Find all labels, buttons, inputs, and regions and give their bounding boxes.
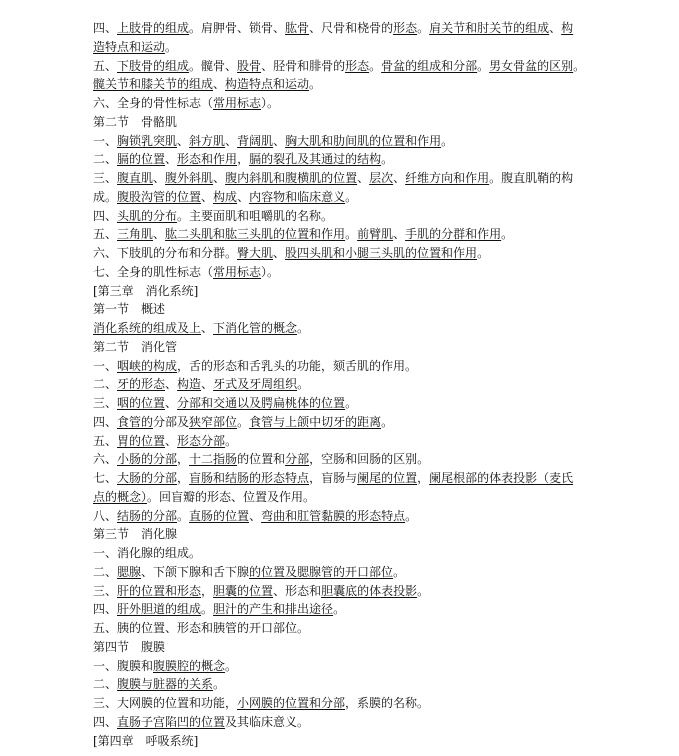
text-segment: 、 bbox=[165, 433, 178, 448]
underlined-text: 腹直肌 bbox=[117, 171, 154, 185]
text-segment: 。 bbox=[417, 583, 430, 598]
underlined-text: 常用标志 bbox=[213, 264, 262, 279]
text-segment: 。 bbox=[237, 414, 250, 429]
underlined-text: 构 bbox=[561, 21, 574, 35]
text-segment: 第四节 腹膜 bbox=[93, 639, 166, 654]
text-segment: 六、下肢肌的分布和分群。 bbox=[93, 246, 238, 260]
text-segment: 、 bbox=[165, 377, 178, 392]
underlined-text: 髋关节和膝关节的组成 bbox=[93, 77, 214, 92]
text-segment: 、 bbox=[393, 171, 406, 185]
text-segment: 。 bbox=[393, 564, 406, 579]
underlined-text: 构成 bbox=[213, 189, 238, 204]
text-segment: 三、 bbox=[93, 396, 118, 410]
underlined-text: 结肠的分部 bbox=[117, 508, 178, 523]
underlined-text: 狭窄部位 bbox=[189, 414, 238, 429]
text-segment: 。 bbox=[225, 658, 238, 673]
text-segment: 。 bbox=[345, 189, 358, 204]
text-segment: 。 bbox=[405, 508, 418, 523]
text-line bbox=[93, 675, 593, 693]
text-segment: 三、 bbox=[93, 171, 118, 185]
text-line bbox=[93, 132, 593, 150]
text-segment: ， bbox=[237, 152, 250, 167]
text-line bbox=[93, 694, 593, 712]
text-segment: 第一节 概述 bbox=[93, 302, 166, 317]
text-line bbox=[93, 432, 593, 450]
text-segment: ， bbox=[177, 452, 190, 467]
underlined-text: 形态分部 bbox=[177, 433, 226, 448]
text-segment: 。 bbox=[573, 58, 586, 73]
text-segment: ）。 bbox=[261, 96, 280, 110]
text-line bbox=[93, 600, 593, 618]
underlined-text: 膈的裂孔及其通过的结构 bbox=[249, 152, 382, 167]
text-line bbox=[93, 38, 593, 56]
text-segment: 。 bbox=[177, 508, 190, 523]
underlined-text: 造特点和运动 bbox=[93, 39, 166, 54]
text-line bbox=[93, 375, 593, 393]
underlined-text: 胆汁的产生和排出途径 bbox=[213, 602, 334, 617]
text-segment: 四、 bbox=[93, 714, 118, 729]
text-segment: 、 bbox=[153, 171, 166, 185]
text-segment: 四、 bbox=[93, 414, 118, 429]
text-segment: 第二节 骨骼肌 bbox=[93, 114, 178, 129]
text-segment: 分部及 bbox=[153, 414, 190, 429]
underlined-text: 下消化管的概念 bbox=[213, 321, 298, 335]
text-line bbox=[93, 450, 593, 468]
underlined-text: 肱骨 bbox=[285, 21, 310, 35]
text-segment: 一、 bbox=[93, 358, 118, 373]
underlined-text: 形态 bbox=[345, 58, 370, 73]
underlined-text: 斜方肌 bbox=[189, 133, 226, 148]
text-line bbox=[93, 207, 593, 225]
underlined-text: 肩关节和肘关节的组成 bbox=[429, 21, 550, 35]
underlined-text: 常用标志 bbox=[213, 96, 262, 110]
text-segment: 四、 bbox=[93, 208, 118, 223]
underlined-text: 头肌的分布 bbox=[117, 208, 178, 223]
text-segment: 。 bbox=[369, 58, 382, 73]
text-segment: 六、全身的骨性标志（ bbox=[93, 96, 214, 110]
text-segment: 、 bbox=[201, 377, 214, 392]
underlined-text: 膈的位置 bbox=[117, 152, 166, 167]
text-line bbox=[93, 413, 593, 431]
underlined-text: 胃的位置 bbox=[117, 433, 166, 448]
text-line bbox=[93, 525, 593, 543]
text-line bbox=[93, 263, 593, 281]
text-segment: 第二节 消化管 bbox=[93, 339, 178, 354]
text-line bbox=[93, 469, 593, 487]
text-line bbox=[93, 169, 593, 187]
text-segment: ， bbox=[177, 471, 190, 485]
text-segment: 。 bbox=[345, 396, 358, 410]
underlined-text: 构造特点和运动 bbox=[225, 77, 310, 92]
text-segment: ）。 bbox=[261, 264, 280, 279]
underlined-text: 分部 bbox=[285, 452, 310, 467]
underlined-text: 牙式及牙周组织 bbox=[213, 377, 298, 392]
underlined-text: 下肢骨的组成 bbox=[117, 58, 190, 73]
text-segment: 。 bbox=[381, 152, 394, 167]
underlined-text: 男女骨盆的区别 bbox=[489, 58, 574, 73]
text-segment: 七、 bbox=[93, 471, 118, 485]
underlined-text: 腮腺 bbox=[117, 564, 142, 579]
text-segment: 。回盲瓣的形态、位置及作用。 bbox=[147, 489, 316, 504]
text-segment: 、 bbox=[165, 152, 178, 167]
text-segment: 。 bbox=[333, 602, 346, 617]
text-segment: ， bbox=[417, 471, 430, 485]
text-segment: 五、 bbox=[93, 227, 118, 242]
text-segment: 、 bbox=[393, 227, 406, 242]
text-segment: 。 bbox=[417, 21, 430, 35]
underlined-text: 层次 bbox=[369, 171, 394, 185]
text-segment: ，舌的形态和舌乳头的功能，颏舌肌的作用。 bbox=[177, 358, 418, 373]
underlined-text: 肝的位置和形态 bbox=[117, 583, 202, 598]
text-segment: 一、 bbox=[93, 133, 118, 148]
text-segment: 。 bbox=[297, 377, 310, 392]
underlined-text: 胆囊底的体表投影 bbox=[321, 583, 418, 598]
underlined-text: 食管的 bbox=[117, 414, 154, 429]
text-line bbox=[93, 57, 593, 75]
text-line bbox=[93, 94, 593, 112]
text-segment: 二、 bbox=[93, 564, 118, 579]
underlined-text: 骨盆的组成和分部 bbox=[381, 58, 478, 73]
text-segment: 、 bbox=[165, 396, 178, 410]
text-segment: 。 bbox=[213, 677, 226, 692]
underlined-text: 腹股沟管的位置 bbox=[117, 189, 202, 204]
text-segment: 、 bbox=[273, 133, 286, 148]
text-segment: 、 bbox=[549, 21, 562, 35]
text-segment: 。 bbox=[309, 77, 322, 92]
text-segment: ，系膜的名称。 bbox=[345, 696, 430, 710]
text-segment: 。 bbox=[201, 602, 214, 617]
text-segment: 、下颌下腺和舌下腺 bbox=[141, 564, 250, 579]
underlined-text: 胸锁乳突肌 bbox=[117, 133, 178, 148]
underlined-text: 上肢骨的组成 bbox=[117, 21, 190, 35]
text-segment: 二、 bbox=[93, 677, 118, 692]
underlined-text: 小网膜的位置和分部 bbox=[237, 696, 346, 710]
text-line bbox=[93, 244, 593, 262]
text-segment: 成。 bbox=[93, 189, 118, 204]
underlined-text: 三角肌 bbox=[117, 227, 154, 242]
underlined-text: 内容物和临床意义 bbox=[249, 189, 346, 204]
underlined-text: 盲肠和结肠的形态特点 bbox=[189, 471, 310, 485]
text-line bbox=[93, 713, 593, 731]
underlined-text: 大肠的分部 bbox=[117, 471, 178, 485]
underlined-text: 咽的位置 bbox=[117, 396, 166, 410]
underlined-text: 十二指肠 bbox=[189, 452, 238, 467]
text-line bbox=[93, 75, 593, 93]
underlined-text: 背阔肌 bbox=[237, 133, 274, 148]
text-segment: 、 bbox=[153, 227, 166, 242]
underlined-text: 消化系统的组成及上 bbox=[93, 321, 202, 335]
text-segment: 五、胰的位置、形态和胰管的开口部位。 bbox=[93, 621, 310, 635]
text-line bbox=[93, 188, 593, 206]
underlined-text: 点的概念） bbox=[93, 489, 148, 504]
underlined-text: 腹外斜肌 bbox=[165, 171, 214, 185]
text-line bbox=[93, 225, 593, 243]
text-segment: 。主要面肌和咀嚼肌的名称。 bbox=[177, 208, 334, 223]
text-segment: 。腹直肌鞘的构 bbox=[489, 171, 574, 185]
text-line bbox=[93, 113, 593, 131]
text-segment: 二、 bbox=[93, 377, 118, 392]
text-line bbox=[93, 300, 593, 318]
text-segment: 。 bbox=[297, 321, 310, 335]
text-segment: 三、 bbox=[93, 583, 118, 598]
underlined-text: 直肠的位置 bbox=[189, 508, 250, 523]
text-segment: 、 bbox=[213, 171, 226, 185]
text-segment: 八、 bbox=[93, 508, 118, 523]
text-segment: 、 bbox=[201, 321, 214, 335]
underlined-text: 直肠子宫陷凹的位置 bbox=[117, 714, 226, 729]
text-segment: 、形态和 bbox=[273, 583, 322, 598]
text-line bbox=[93, 357, 593, 375]
underlined-text: 腹内斜肌和腹横肌的位置 bbox=[225, 171, 358, 185]
underlined-text: 前臂肌 bbox=[357, 227, 394, 242]
text-segment: 一、消化腺的组成。 bbox=[93, 546, 202, 560]
underlined-text: 股骨 bbox=[237, 58, 262, 73]
text-line bbox=[93, 544, 593, 562]
underlined-text: 臀大肌 bbox=[237, 246, 274, 260]
text-segment: 、 bbox=[177, 133, 190, 148]
text-segment: 。髋骨、 bbox=[189, 58, 238, 73]
text-line bbox=[93, 563, 593, 581]
underlined-text: 胸大肌和肋间肌的位置和作用 bbox=[285, 133, 442, 148]
text-segment: ，盲肠与 bbox=[309, 471, 358, 485]
text-line bbox=[93, 732, 593, 750]
text-segment: 。 bbox=[501, 227, 514, 242]
text-segment: 、 bbox=[249, 508, 262, 523]
text-segment: 一、腹膜和 bbox=[93, 658, 154, 673]
text-segment: 五、 bbox=[93, 433, 118, 448]
text-segment: 、 bbox=[213, 77, 226, 92]
underlined-text: 形态 bbox=[393, 21, 418, 35]
text-segment: 及其临床意义。 bbox=[225, 714, 310, 729]
text-segment: 六、 bbox=[93, 452, 118, 467]
text-line bbox=[93, 394, 593, 412]
text-line bbox=[93, 19, 593, 37]
text-segment: 。 bbox=[441, 133, 454, 148]
underlined-text: 股四头肌和小腿三头肌的位置和作用 bbox=[285, 246, 478, 260]
text-segment: 。 bbox=[345, 227, 358, 242]
underlined-text: 腹膜腔的概念 bbox=[153, 658, 226, 673]
text-line bbox=[93, 150, 593, 168]
underlined-text: 构造 bbox=[177, 377, 202, 392]
underlined-text: 胆囊的位置 bbox=[213, 583, 274, 598]
text-segment: 、 bbox=[273, 246, 286, 260]
text-line bbox=[93, 582, 593, 600]
text-segment: 、尺骨和桡骨的 bbox=[309, 21, 394, 35]
text-segment: ，空肠和回肠的区别。 bbox=[309, 452, 430, 467]
underlined-text: 弯曲和肛管黏膜的形态特点 bbox=[261, 508, 406, 523]
text-segment: [第三章 消化系统] bbox=[93, 283, 199, 298]
text-segment: 五、 bbox=[93, 58, 118, 73]
text-line bbox=[93, 619, 593, 637]
text-segment: 三、大网膜的位置和功能， bbox=[93, 696, 238, 710]
underlined-text: 食管与上颌中切牙的距离 bbox=[249, 414, 382, 429]
underlined-text: 阑尾的位置 bbox=[357, 471, 418, 485]
text-segment: ， bbox=[201, 583, 214, 598]
text-segment: 。 bbox=[225, 433, 238, 448]
text-line bbox=[93, 319, 593, 337]
text-segment: [第四章 呼吸系统] bbox=[93, 733, 199, 748]
text-segment: 二、 bbox=[93, 152, 118, 167]
text-segment: 。 bbox=[381, 414, 394, 429]
text-segment: 、 bbox=[357, 171, 370, 185]
text-segment: 、胫骨和腓骨的 bbox=[261, 58, 346, 73]
text-line bbox=[93, 338, 593, 356]
underlined-text: 牙的形态 bbox=[117, 377, 166, 392]
underlined-text: 小肠的分部 bbox=[117, 452, 178, 467]
text-segment: 。 bbox=[477, 246, 490, 260]
text-segment: 。 bbox=[477, 58, 490, 73]
text-segment: 。肩胛骨、锁骨、 bbox=[189, 21, 286, 35]
text-segment: 、 bbox=[237, 189, 250, 204]
text-segment: 。 bbox=[165, 39, 178, 54]
text-line bbox=[93, 282, 593, 300]
underlined-text: 纤维方向和作用 bbox=[405, 171, 490, 185]
text-segment: 、 bbox=[201, 189, 214, 204]
text-line bbox=[93, 638, 593, 656]
text-segment: 七、全身的肌性标志（ bbox=[93, 264, 214, 279]
text-segment: 的位置和 bbox=[237, 452, 286, 467]
text-line bbox=[93, 507, 593, 525]
underlined-text: 手肌的分群和作用 bbox=[405, 227, 502, 242]
underlined-text: 形态和作用 bbox=[177, 152, 238, 167]
text-segment: 、 bbox=[225, 133, 238, 148]
underlined-text: 咽峡的构成 bbox=[117, 358, 178, 373]
text-segment: 第三节 消化腺 bbox=[93, 527, 178, 542]
text-line bbox=[93, 657, 593, 675]
text-segment: 四、 bbox=[93, 602, 118, 617]
underlined-text: 腹膜与脏器的关系 bbox=[117, 677, 214, 692]
underlined-text: 肱二头肌和肱三头肌的位置和作用 bbox=[165, 227, 346, 242]
underlined-text: 肝外胆道的组成 bbox=[117, 602, 202, 617]
underlined-text: 的位置及腮腺管的开口部位 bbox=[249, 564, 394, 579]
text-segment: 四、 bbox=[93, 21, 118, 35]
underlined-text: 分部和交通以及腭扁桃体的位置 bbox=[177, 396, 346, 410]
text-line bbox=[93, 488, 593, 506]
underlined-text: 阑尾根部的体表投影（麦氏 bbox=[429, 471, 574, 485]
